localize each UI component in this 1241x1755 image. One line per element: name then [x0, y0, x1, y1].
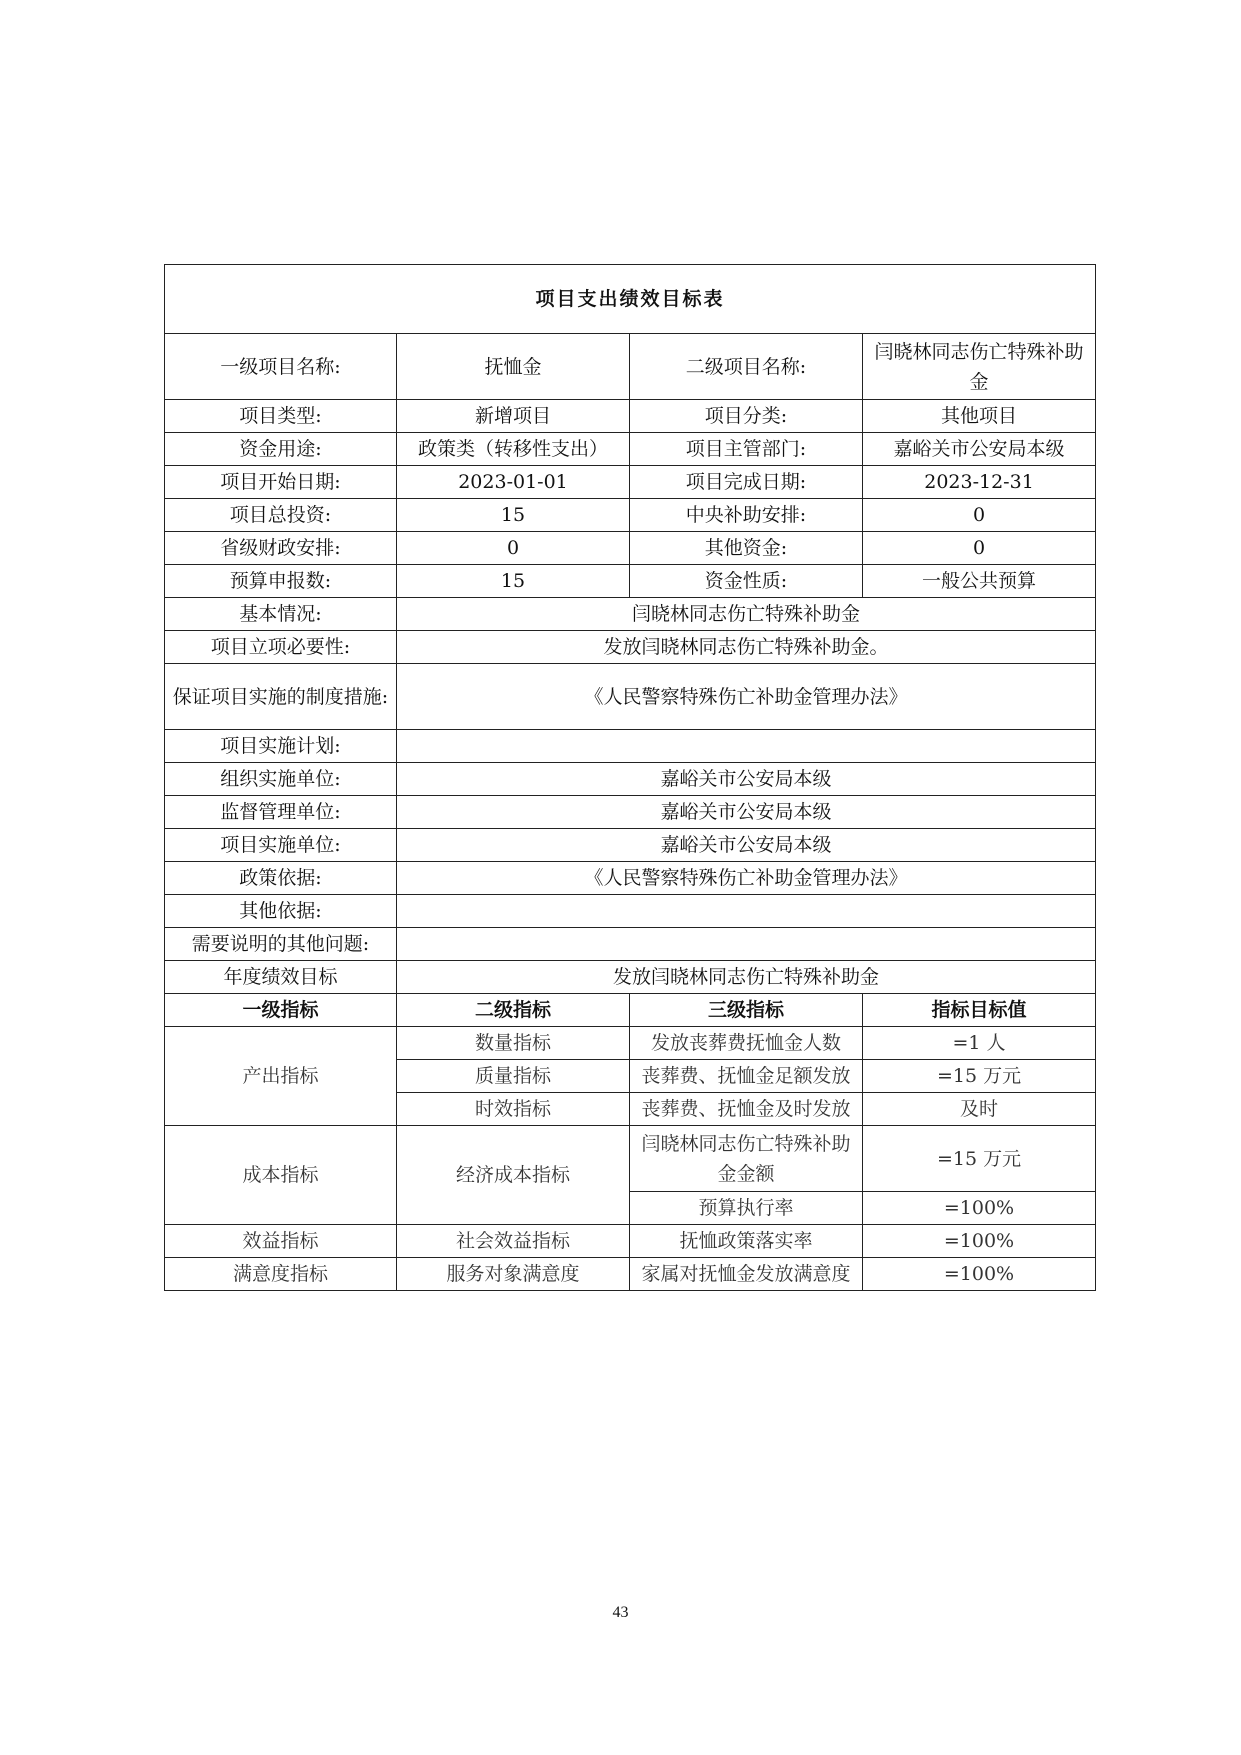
detail-value: 嘉峪关市公安局本级: [397, 763, 1096, 796]
detail-label: 政策依据:: [165, 862, 397, 895]
header-level3: 三级指标: [630, 994, 863, 1027]
detail-label: 监督管理单位:: [165, 796, 397, 829]
level1-name-value: 抚恤金: [397, 334, 630, 400]
dept-label: 项目主管部门:: [630, 433, 863, 466]
detail-label: 项目实施计划:: [165, 730, 397, 763]
other-fund-label: 其他资金:: [630, 532, 863, 565]
detail-label: 保证项目实施的制度措施:: [165, 664, 397, 730]
end-date-value: 2023-12-31: [863, 466, 1096, 499]
start-date-value: 2023-01-01: [397, 466, 630, 499]
detail-value: [397, 895, 1096, 928]
central-subsidy-label: 中央补助安排:: [630, 499, 863, 532]
detail-value: 嘉峪关市公安局本级: [397, 829, 1096, 862]
dept-value: 嘉峪关市公安局本级: [863, 433, 1096, 466]
end-date-label: 项目完成日期:: [630, 466, 863, 499]
detail-value: 《人民警察特殊伤亡补助金管理办法》: [397, 862, 1096, 895]
level2-name-value: 闫晓林同志伤亡特殊补助金: [863, 334, 1096, 400]
budget-value: 15: [397, 565, 630, 598]
total-investment-value: 15: [397, 499, 630, 532]
detail-label: 年度绩效目标: [165, 961, 397, 994]
level2-indicator: 时效指标: [397, 1093, 630, 1126]
header-target: 指标目标值: [863, 994, 1096, 1027]
output-indicator: 产出指标: [165, 1027, 397, 1126]
indicator-target: 及时: [863, 1093, 1096, 1126]
detail-value: 《人民警察特殊伤亡补助金管理办法》: [397, 664, 1096, 730]
detail-label: 项目立项必要性:: [165, 631, 397, 664]
level3-indicator: 家属对抚恤金发放满意度: [630, 1258, 863, 1291]
detail-label: 组织实施单位:: [165, 763, 397, 796]
fund-use-label: 资金用途:: [165, 433, 397, 466]
level3-indicator: 抚恤政策落实率: [630, 1225, 863, 1258]
page-number: 43: [612, 1604, 629, 1621]
level3-indicator: 丧葬费、抚恤金及时发放: [630, 1093, 863, 1126]
indicator-target: =15 万元: [863, 1060, 1096, 1093]
indicator-target: =1 人: [863, 1027, 1096, 1060]
type-label: 项目类型:: [165, 400, 397, 433]
indicator-target: =15 万元: [863, 1126, 1096, 1192]
detail-label: 需要说明的其他问题:: [165, 928, 397, 961]
level3-indicator: 发放丧葬费抚恤金人数: [630, 1027, 863, 1060]
other-fund-value: 0: [863, 532, 1096, 565]
provincial-fund-value: 0: [397, 532, 630, 565]
level3-indicator: 预算执行率: [630, 1192, 863, 1225]
detail-value: 嘉峪关市公安局本级: [397, 796, 1096, 829]
level2-indicator: 数量指标: [397, 1027, 630, 1060]
cost-indicator: 成本指标: [165, 1126, 397, 1225]
level3-indicator: 丧葬费、抚恤金足额发放: [630, 1060, 863, 1093]
level2-indicator: 质量指标: [397, 1060, 630, 1093]
header-level2: 二级指标: [397, 994, 630, 1027]
level2-name-label: 二级项目名称:: [630, 334, 863, 400]
level2-indicator: 服务对象满意度: [397, 1258, 630, 1291]
detail-value: [397, 730, 1096, 763]
detail-value: 发放闫晓林同志伤亡特殊补助金。: [397, 631, 1096, 664]
fund-nature-value: 一般公共预算: [863, 565, 1096, 598]
central-subsidy-value: 0: [863, 499, 1096, 532]
detail-value: 闫晓林同志伤亡特殊补助金: [397, 598, 1096, 631]
benefit-indicator: 效益指标: [165, 1225, 397, 1258]
detail-label: 项目实施单位:: [165, 829, 397, 862]
category-label: 项目分类:: [630, 400, 863, 433]
provincial-fund-label: 省级财政安排:: [165, 532, 397, 565]
detail-value: 发放闫晓林同志伤亡特殊补助金: [397, 961, 1096, 994]
level2-indicator: 经济成本指标: [397, 1126, 630, 1225]
category-value: 其他项目: [863, 400, 1096, 433]
level1-name-label: 一级项目名称:: [165, 334, 397, 400]
level2-indicator: 社会效益指标: [397, 1225, 630, 1258]
start-date-label: 项目开始日期:: [165, 466, 397, 499]
performance-target-table: [164, 264, 1096, 1291]
header-level1: 一级指标: [165, 994, 397, 1027]
type-value: 新增项目: [397, 400, 630, 433]
detail-label: 其他依据:: [165, 895, 397, 928]
satisfaction-indicator: 满意度指标: [165, 1258, 397, 1291]
fund-use-value: 政策类（转移性支出）: [397, 433, 630, 466]
form-title: 项目支出绩效目标表: [165, 265, 1096, 334]
fund-nature-label: 资金性质:: [630, 565, 863, 598]
budget-label: 预算申报数:: [165, 565, 397, 598]
indicator-target: =100%: [863, 1258, 1096, 1291]
total-investment-label: 项目总投资:: [165, 499, 397, 532]
level3-indicator: 闫晓林同志伤亡特殊补助金金额: [630, 1126, 863, 1192]
indicator-target: =100%: [863, 1192, 1096, 1225]
indicator-target: =100%: [863, 1225, 1096, 1258]
detail-label: 基本情况:: [165, 598, 397, 631]
detail-value: [397, 928, 1096, 961]
